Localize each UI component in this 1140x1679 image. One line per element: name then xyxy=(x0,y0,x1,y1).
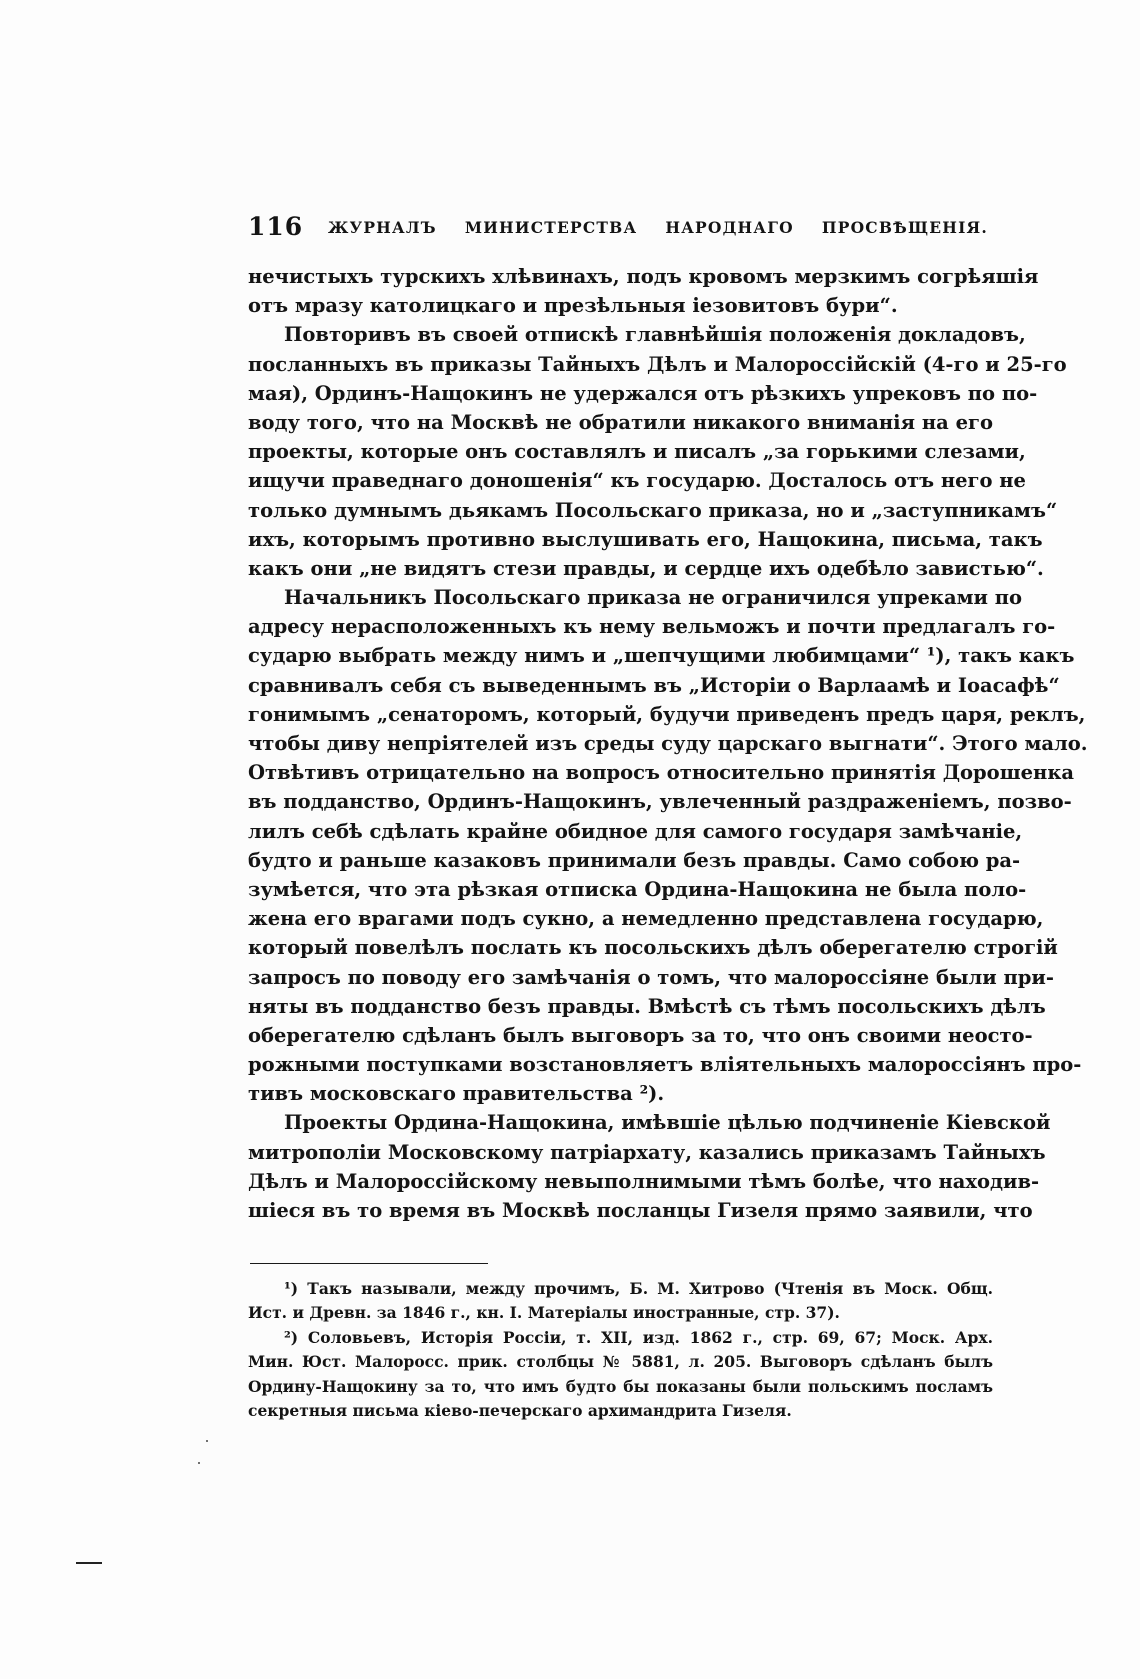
text-line: сударю выбрать между нимъ и „шепчущими любимцами“ ¹), такъ какъ xyxy=(248,644,1075,668)
footnote-separator xyxy=(250,1263,488,1264)
text-line: адресу нерасположенныхъ къ нему вельможъ и почти предлагалъ го- xyxy=(248,615,1056,639)
text-line: посланныхъ въ приказы Тайныхъ Дѣлъ и Малороссійскій (4-го и 25-го xyxy=(248,352,1067,376)
text-line: ищучи праведнаго доношенія“ къ государю. Досталось отъ него не xyxy=(248,469,1026,493)
text-line: сравнивалъ себя съ выведеннымъ въ „Исторіи о Варлаамѣ и Іоасафѣ“ xyxy=(248,673,1060,697)
text-line: Отвѣтивъ отрицательно на вопросъ относительно принятія Дорошенка xyxy=(248,761,1075,785)
scan-speck xyxy=(206,1440,208,1442)
footnote-line: ¹) Такъ называли, между прочимъ, Б. М. Хитрово (Чтенія въ Моск. Общ. xyxy=(284,1279,993,1298)
text-line: оберегателю сдѣланъ былъ выговоръ за то, что онъ своими неосто- xyxy=(248,1023,1033,1047)
text-line: няты въ подданство безъ правды. Вмѣстѣ съ тѣмъ посольскихъ дѣлъ xyxy=(248,994,1046,1018)
text-line: Начальникъ Посольскаго приказа не ограничился упреками по xyxy=(284,586,1023,610)
text-line: который повелѣлъ послать къ посольскихъ дѣлъ оберегателю строгій xyxy=(248,936,1058,960)
text-line: воду того, что на Москвѣ не обратили никакого вниманія на его xyxy=(248,410,993,434)
text-line: Повторивъ въ своей отпискѣ главнѣйшія положенія докладовъ, xyxy=(284,323,1026,347)
text-line: лилъ себѣ сдѣлать крайне обидное для самого государя замѣчаніе, xyxy=(248,819,1023,843)
text-line: только думнымъ дьякамъ Посольскаго приказа, но и „заступникамъ“ xyxy=(248,498,1058,522)
text-line: рожными поступками возстановляетъ вліятельныхъ малороссіянъ про- xyxy=(248,1053,1082,1077)
footnotes xyxy=(248,1277,993,1423)
scan-speck xyxy=(198,1462,200,1464)
footnote-line: Ист. и Древн. за 1846 г., кн. I. Матеріалы иностранные, стр. 37). xyxy=(248,1303,840,1323)
text-line: какъ они „не видятъ стези правды, и сердце ихъ одебѣло завистью“. xyxy=(248,556,1044,580)
footnote-line: секретныя письма кіево-печерскаго архимандрита Гизеля. xyxy=(248,1400,792,1420)
page-number: 116 xyxy=(248,212,304,241)
text-line: Проекты Ордина-Нащокина, имѣвшіе цѣлью подчиненіе Кіевской xyxy=(284,1111,1051,1135)
text-line: нечистыхъ турскихъ хлѣвинахъ, подъ кровомъ мерзкимъ согрѣяшія xyxy=(248,265,1039,288)
text-line: зумѣется, что эта рѣзкая отписка Ордина-Нащокина не была поло- xyxy=(248,877,1027,901)
text-line: ихъ, которымъ противно выслушивать его, Нащокина, письма, такъ xyxy=(248,527,1043,551)
text-line: мая), Ординъ-Нащокинъ не удержался отъ рѣзкихъ упрековъ по по- xyxy=(248,381,1038,405)
text-line: митрополіи Московскому патріархату, казались приказамъ Тайныхъ xyxy=(248,1140,1046,1164)
text-line: будто и раньше казаковъ принимали безъ правды. Само собою ра- xyxy=(248,848,1021,872)
footnote-line: Мин. Юст. Малоросс. прик. столбцы № 5881, л. 205. Выговоръ сдѣланъ былъ xyxy=(248,1352,993,1372)
footnote-line: ²) Соловьевъ, Исторія Россіи, т. XII, изд. 1862 г., стр. 69, 67; Моск. Арх. xyxy=(284,1327,993,1347)
text-line: шіеся въ то время въ Москвѣ посланцы Гизеля прямо заявили, что xyxy=(248,1199,1033,1222)
running-title: ЖУРНАЛЪ МИНИСТЕРСТВА НАРОДНАГО ПРОСВѢЩЕНІЯ. xyxy=(328,218,988,237)
text-line: Дѣлъ и Малороссійскому невыполнимыми тѣмъ болѣе, что находив- xyxy=(248,1169,1040,1193)
text-line: жена его врагами подъ сукно, а немедленно представлена государю, xyxy=(248,907,1044,931)
text-line: отъ мразу католицкаго и презѣльныя іезовитовъ бури“. xyxy=(248,294,898,318)
margin-mark xyxy=(76,1562,102,1564)
text-line: проекты, которые онъ составлялъ и писалъ „за горькими слезами, xyxy=(248,440,1026,464)
text-line: чтобы диву непріятелей изъ среды суду царскаго выгнати“. Этого мало. xyxy=(248,732,1088,755)
text-line: тивъ московскаго правительства ²). xyxy=(248,1082,665,1106)
footnote-line: Ордину-Нащокину за то, что имъ будто бы показаны были польскимъ посламъ xyxy=(248,1376,993,1396)
page-header xyxy=(248,212,993,242)
text-line: запросъ по поводу его замѣчанія о томъ, что малороссіяне были при- xyxy=(248,965,1054,989)
text-line: въ подданство, Ординъ-Нащокинъ, увлеченный раздраженіемъ, позво- xyxy=(248,790,1072,814)
text-line: гонимымъ „сенаторомъ, который, будучи приведенъ предъ царя, реклъ, xyxy=(248,702,1086,726)
main-text xyxy=(248,262,1088,1225)
